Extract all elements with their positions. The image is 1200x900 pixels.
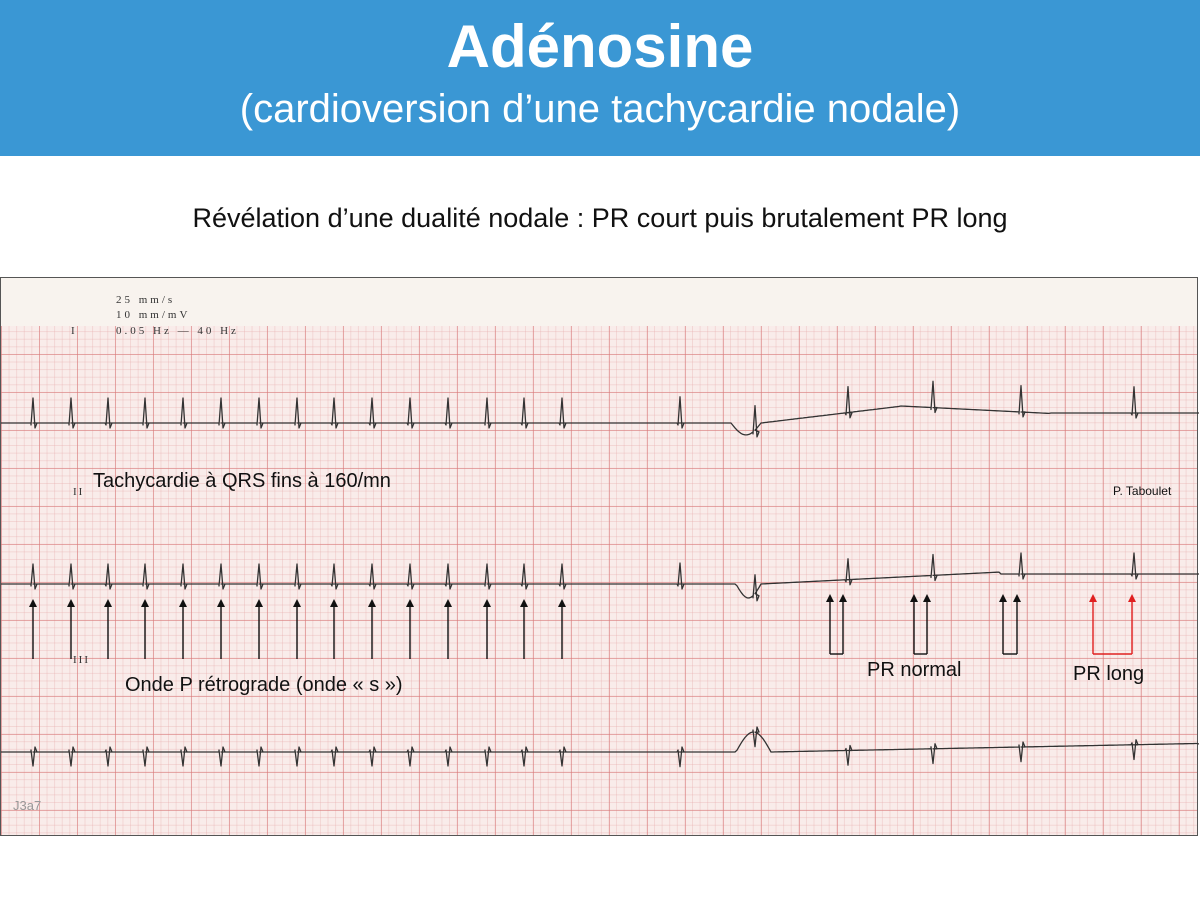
retrograde-p-arrow-head [483, 599, 491, 607]
slide-title: Adénosine [446, 13, 754, 80]
author-label: P. Taboulet [1113, 484, 1172, 498]
lead-label-bottom: III [73, 654, 90, 666]
ecg-trace-lead-2 [1, 553, 1199, 601]
ecg-filter: 0.05 Hz — 40 Hz [116, 325, 239, 337]
title-banner [0, 0, 1200, 156]
retrograde-p-arrow-head [368, 599, 376, 607]
retrograde-p-arrow-head [141, 599, 149, 607]
pr-normal-arrow-head [923, 594, 931, 602]
ecg-trace-lead-3 [1, 727, 1199, 767]
retrograde-p-arrow-head [179, 599, 187, 607]
ecg-strip [0, 277, 1198, 836]
caption: Révélation d’une dualité nodale : PR court puis brutalement PR long [192, 203, 1008, 233]
tachycardia-label: Tachycardie à QRS fins à 160/mn [93, 470, 391, 492]
lead-label-top: I [71, 325, 77, 337]
pr-normal-brackets [826, 594, 1021, 654]
retrograde-p-arrow-head [520, 599, 528, 607]
retrograde-p-arrow-head [444, 599, 452, 607]
pr-long-bracket [1089, 594, 1136, 654]
retrograde-p-arrows [29, 599, 566, 659]
lead-label-middle: II [73, 486, 85, 498]
ecg-trace-lead-1 [1, 381, 1199, 437]
slide-subtitle: (cardioversion d’une tachycardie nodale) [239, 87, 961, 131]
pr-long-label: PR long [1073, 663, 1145, 685]
pr-normal-arrow-head [826, 594, 834, 602]
retrograde-p-arrow-head [104, 599, 112, 607]
pr-normal-arrow-head [999, 594, 1007, 602]
pr-normal-arrow-head [910, 594, 918, 602]
retrograde-p-label: Onde P rétrograde (onde « s ») [125, 674, 403, 696]
pr-long-arrow-head [1128, 594, 1136, 602]
pr-long-arrow-head [1089, 594, 1097, 602]
retrograde-p-arrow-head [29, 599, 37, 607]
pr-normal-arrow-head [839, 594, 847, 602]
reference-label: J3a7 [13, 798, 42, 813]
ecg-gain: 10 mm/mV [116, 309, 191, 321]
ecg-speed: 25 mm/s [116, 294, 176, 306]
retrograde-p-arrow-head [330, 599, 338, 607]
retrograde-p-arrow-head [217, 599, 225, 607]
pr-normal-arrow-head [1013, 594, 1021, 602]
retrograde-p-arrow-head [558, 599, 566, 607]
retrograde-p-arrow-head [255, 599, 263, 607]
retrograde-p-arrow-head [406, 599, 414, 607]
retrograde-p-arrow-head [293, 599, 301, 607]
pr-normal-label: PR normal [867, 659, 962, 681]
retrograde-p-arrow-head [67, 599, 75, 607]
ecg-traces [1, 278, 1199, 837]
